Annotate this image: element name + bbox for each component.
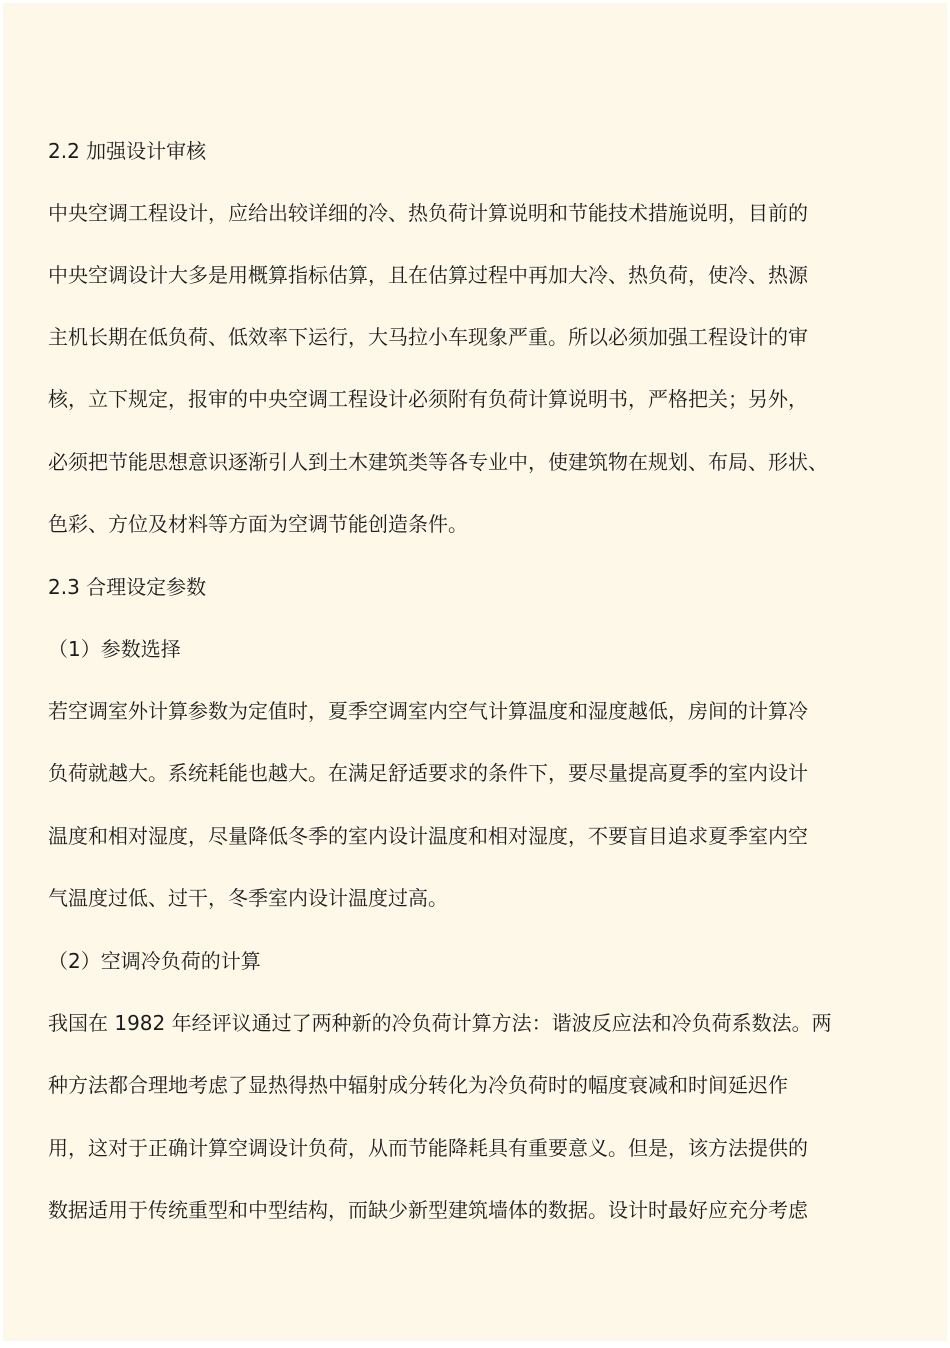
paragraph-line: 若空调室外计算参数为定值时，夏季空调室内空气计算温度和湿度越低，房间的计算冷 xyxy=(48,699,808,723)
section-heading-2-3: 2.3 合理设定参数 xyxy=(48,575,207,599)
paragraph-line: 色彩、方位及材料等方面为空调节能创造条件。 xyxy=(48,512,468,536)
paragraph-line: 温度和相对湿度，尽量降低冬季的室内设计温度和相对湿度，不要盲目追求夏季室内空 xyxy=(48,824,808,848)
paragraph-line: 核，立下规定，报审的中央空调工程设计必须附有负荷计算说明书，严格把关；另外， xyxy=(48,387,808,411)
paragraph-line: 气温度过低、过干，冬季室内设计温度过高。 xyxy=(48,886,448,910)
paragraph-line: 用，这对于正确计算空调设计负荷，从而节能降耗具有重要意义。但是，该方法提供的 xyxy=(48,1136,808,1160)
paragraph-line: 必须把节能思想意识逐渐引人到土木建筑类等各专业中，使建筑物在规划、布局、形状、 xyxy=(48,450,828,474)
paragraph-line: 数据适用于传统重型和中型结构，而缺少新型建筑墙体的数据。设计时最好应充分考虑 xyxy=(48,1198,808,1222)
paragraph-line: 种方法都合理地考虑了显热得热中辐射成分转化为冷负荷时的幅度衰减和时间延迟作 xyxy=(48,1073,788,1097)
document-page xyxy=(3,3,947,1341)
paragraph-line: 中央空调设计大多是用概算指标估算，且在估算过程中再加大冷、热负荷，使冷、热源 xyxy=(48,263,808,287)
subsection-heading-1: （1）参数选择 xyxy=(48,637,181,661)
section-heading-2-2: 2.2 加强设计审核 xyxy=(48,139,207,163)
subsection-heading-2: （2）空调冷负荷的计算 xyxy=(48,949,261,973)
paragraph-line: 中央空调工程设计，应给出较详细的冷、热负荷计算说明和节能技术措施说明，目前的 xyxy=(48,201,808,225)
paragraph-line: 负荷就越大。系统耗能也越大。在满足舒适要求的条件下，要尽量提高夏季的室内设计 xyxy=(48,761,808,785)
paragraph-line: 我国在 1982 年经评议通过了两种新的冷负荷计算方法：谐波反应法和冷负荷系数法。两 xyxy=(48,1011,832,1035)
paragraph-line: 主机长期在低负荷、低效率下运行，大马拉小车现象严重。所以必须加强工程设计的审 xyxy=(48,325,808,349)
